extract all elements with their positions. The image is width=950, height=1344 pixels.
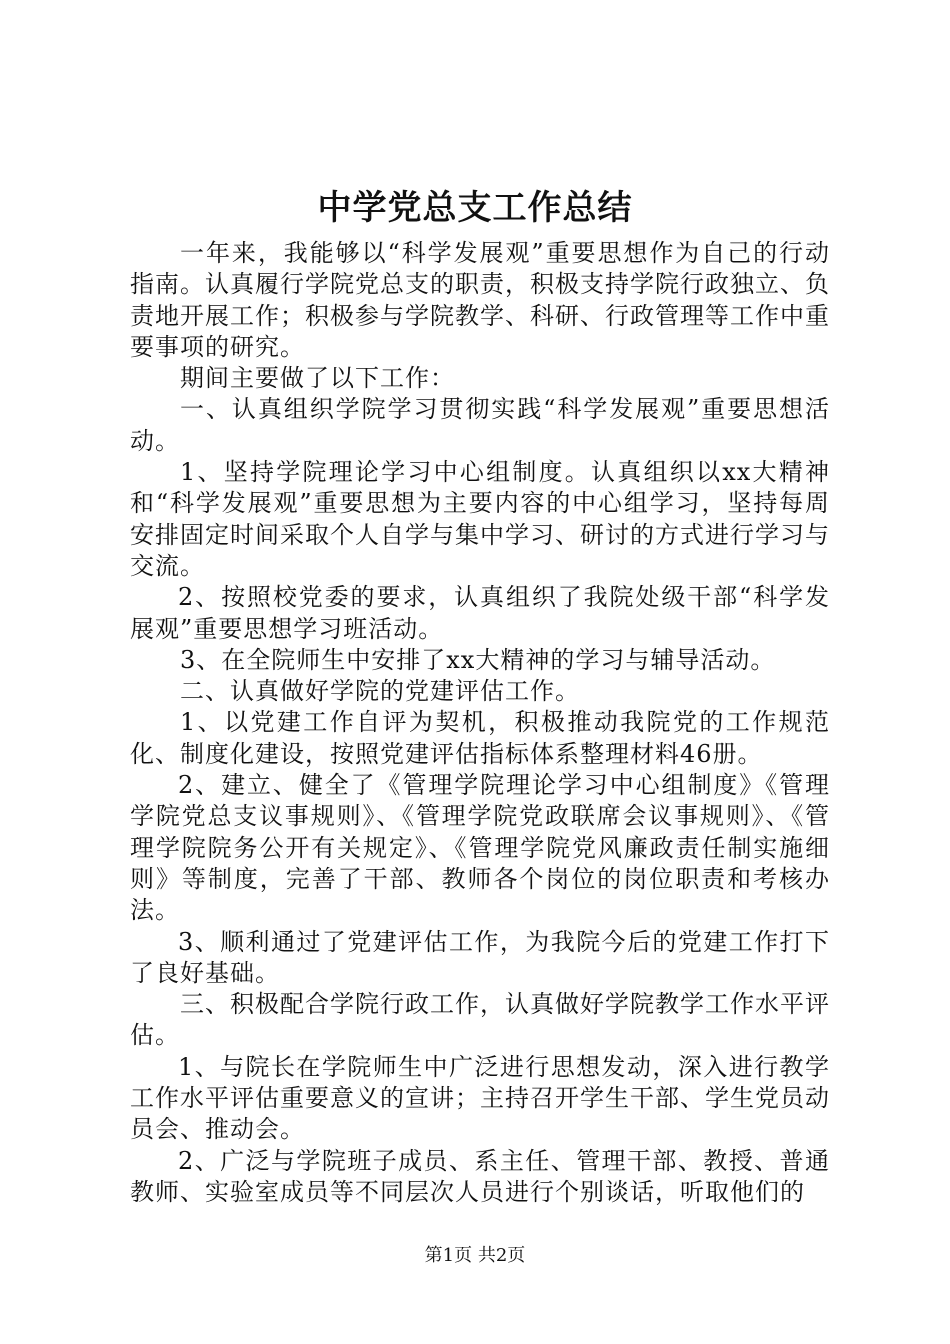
section-heading-3: 三、积极配合学院行政工作，认真做好学院教学工作水平评估。 [130, 990, 830, 1050]
section-heading-1: 一、认真组织学院学习贯彻实践“科学发展观”重要思想活动。 [130, 395, 830, 455]
paragraph-3-2: 2、广泛与学院班子成员、系主任、管理干部、教授、普通教师、实验室成员等不同层次人员进行个别谈话，听取他们的 [130, 1146, 830, 1206]
paragraph-3-1: 1、与院长在学院师生中广泛进行思想发动，深入进行教学工作水平评估重要意义的宣讲；主持召开学生干部、学生党员动员会、推动会。 [130, 1052, 830, 1144]
page-number-footer: 第1页 共2页 [424, 1245, 526, 1266]
paragraph-1-1: 1、坚持学院理论学习中心组制度。认真组织以xx大精神和“科学发展观”重要思想为主要内容的中心组学习，坚持每周安排固定时间采取个人自学与集中学习、研讨的方式进行学习与交流。 [130, 458, 830, 580]
document-title: 中学党总支工作总结 [317, 188, 633, 228]
document-body [130, 238, 830, 1208]
paragraph-2-2: 2、建立、健全了《管理学院理论学习中心组制度》《管理学院党总支议事规则》、《管理学院党政联席会议事规则》、《管理学院院务公开有关规定》、《管理学院党风廉政责任制实施细则》等制度，完善了干部、教师各个岗位的岗位职责和考核办法。 [130, 771, 830, 925]
paragraph-1-3: 3、在全院师生中安排了xx大精神的学习与辅导活动。 [180, 645, 776, 674]
paragraph-2-1: 1、以党建工作自评为契机，积极推动我院党的工作规范化、制度化建设，按照党建评估指标体系整理材料46册。 [130, 708, 830, 768]
paragraph-intro: 一年来，我能够以“科学发展观”重要思想作为自己的行动指南。认真履行学院党总支的职责，积极支持学院行政独立、负责地开展工作；积极参与学院教学、科研、行政管理等工作中重要事项的研究。 [130, 239, 830, 361]
section-heading-2: 二、认真做好学院的党建评估工作。 [180, 677, 580, 706]
paragraph-1-2: 2、按照校党委的要求，认真组织了我院处级干部“科学发展观”重要思想学习班活动。 [130, 583, 830, 643]
paragraph-summary-lead: 期间主要做了以下工作： [180, 364, 455, 393]
paragraph-2-3: 3、顺利通过了党建评估工作，为我院今后的党建工作打下了良好基础。 [130, 927, 830, 987]
